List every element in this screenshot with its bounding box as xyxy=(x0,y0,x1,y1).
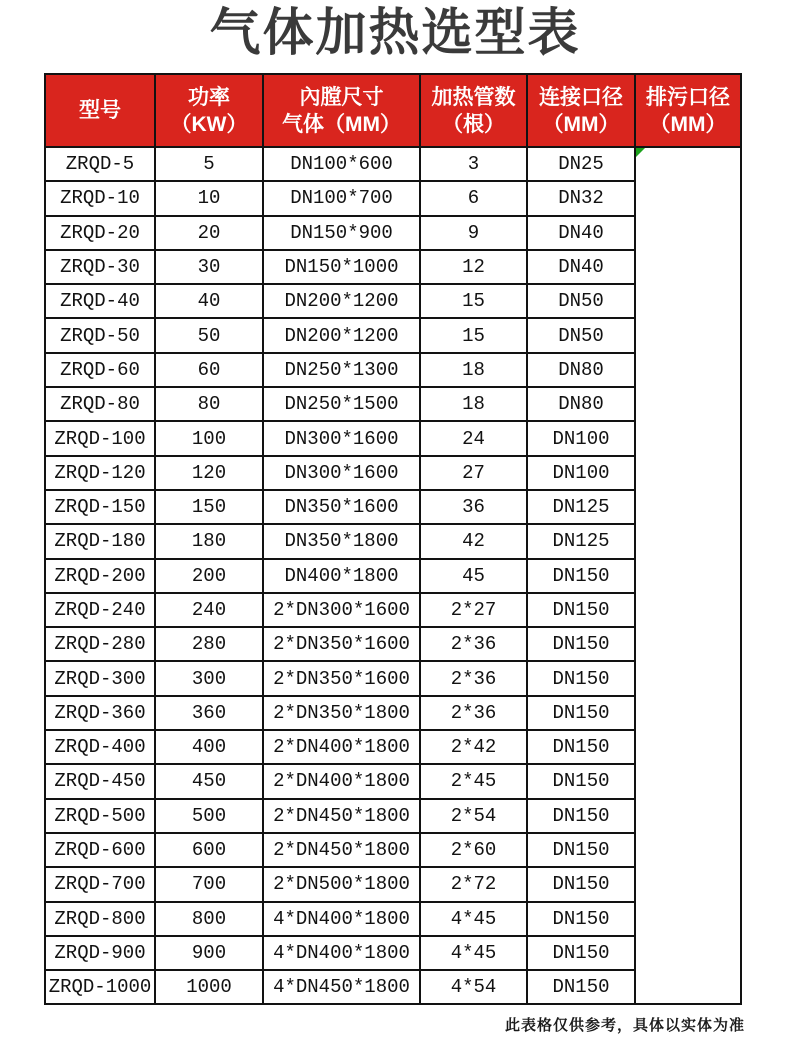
cell-model: ZRQD-500 xyxy=(45,799,155,833)
cell-model: ZRQD-700 xyxy=(45,867,155,901)
cell-size: DN150*1000 xyxy=(263,250,420,284)
cell-size: DN200*1200 xyxy=(263,284,420,318)
header-row xyxy=(45,74,741,147)
cell-tubes: 2*42 xyxy=(420,730,527,764)
cell-size: DN250*1500 xyxy=(263,387,420,421)
cell-size: 2*DN450*1800 xyxy=(263,833,420,867)
cell-tubes: 2*36 xyxy=(420,627,527,661)
column-header-line: 连接口径 xyxy=(539,85,623,109)
cell-size: 4*DN450*1800 xyxy=(263,970,420,1004)
column-header-line: 加热管数 xyxy=(431,85,516,109)
cell-tubes: 2*36 xyxy=(420,696,527,730)
cell-connection: DN100 xyxy=(527,421,635,455)
cell-size: DN100*600 xyxy=(263,147,420,181)
cell-power: 240 xyxy=(155,593,263,627)
cell-connection: DN50 xyxy=(527,318,635,352)
cell-tubes: 4*45 xyxy=(420,936,527,970)
cell-power: 700 xyxy=(155,867,263,901)
column-header-line: （MM） xyxy=(542,112,620,136)
cell-power: 80 xyxy=(155,387,263,421)
cell-connection: DN150 xyxy=(527,867,635,901)
cell-tubes: 2*54 xyxy=(420,799,527,833)
cell-tubes: 4*54 xyxy=(420,970,527,1004)
cell-size: 2*DN350*1600 xyxy=(263,661,420,695)
cell-tubes: 6 xyxy=(420,181,527,215)
column-header-model xyxy=(45,74,155,147)
cell-model: ZRQD-40 xyxy=(45,284,155,318)
cell-connection: DN150 xyxy=(527,559,635,593)
cell-tubes: 15 xyxy=(420,318,527,352)
cell-connection: DN150 xyxy=(527,764,635,798)
cell-model: ZRQD-20 xyxy=(45,216,155,250)
cell-size: DN150*900 xyxy=(263,216,420,250)
cell-connection: DN25 xyxy=(527,147,635,181)
cell-size: DN200*1200 xyxy=(263,318,420,352)
cell-model: ZRQD-120 xyxy=(45,456,155,490)
cell-size: 4*DN400*1800 xyxy=(263,902,420,936)
cell-size: DN250*1300 xyxy=(263,353,420,387)
cell-connection: DN150 xyxy=(527,696,635,730)
column-header-line: 功率 xyxy=(188,85,230,109)
table-body xyxy=(45,147,741,1004)
cell-tubes: 12 xyxy=(420,250,527,284)
cell-tubes: 2*36 xyxy=(420,661,527,695)
cell-power: 40 xyxy=(155,284,263,318)
cell-size: 2*DN500*1800 xyxy=(263,867,420,901)
cell-connection: DN80 xyxy=(527,387,635,421)
cell-power: 10 xyxy=(155,181,263,215)
cell-tubes: 18 xyxy=(420,353,527,387)
cell-connection: DN40 xyxy=(527,250,635,284)
cell-connection: DN150 xyxy=(527,661,635,695)
cell-power: 600 xyxy=(155,833,263,867)
cell-tubes: 24 xyxy=(420,421,527,455)
cell-connection: DN50 xyxy=(527,284,635,318)
cell-model: ZRQD-10 xyxy=(45,181,155,215)
cell-model: ZRQD-150 xyxy=(45,490,155,524)
cell-size: 2*DN350*1800 xyxy=(263,696,420,730)
table-header xyxy=(45,74,741,147)
green-corner-marker-icon xyxy=(636,148,645,157)
cell-power: 280 xyxy=(155,627,263,661)
column-header-power xyxy=(155,74,263,147)
column-header-drain xyxy=(635,74,741,147)
cell-model: ZRQD-1000 xyxy=(45,970,155,1004)
cell-power: 30 xyxy=(155,250,263,284)
column-header-connection xyxy=(527,74,635,147)
cell-size: DN400*1800 xyxy=(263,559,420,593)
cell-connection: DN100 xyxy=(527,456,635,490)
cell-model: ZRQD-200 xyxy=(45,559,155,593)
cell-power: 800 xyxy=(155,902,263,936)
column-header-tubes xyxy=(420,74,527,147)
column-header-line: （根） xyxy=(442,112,505,136)
cell-model: ZRQD-180 xyxy=(45,524,155,558)
cell-tubes: 27 xyxy=(420,456,527,490)
cell-power: 500 xyxy=(155,799,263,833)
cell-power: 60 xyxy=(155,353,263,387)
cell-model: ZRQD-400 xyxy=(45,730,155,764)
cell-model: ZRQD-800 xyxy=(45,902,155,936)
cell-connection: DN150 xyxy=(527,799,635,833)
cell-power: 400 xyxy=(155,730,263,764)
column-header-line: 气体（MM） xyxy=(282,112,401,136)
column-header-line: 排污口径 xyxy=(646,85,730,109)
cell-tubes: 2*27 xyxy=(420,593,527,627)
cell-tubes: 2*60 xyxy=(420,833,527,867)
cell-tubes: 3 xyxy=(420,147,527,181)
cell-model: ZRQD-50 xyxy=(45,318,155,352)
cell-tubes: 36 xyxy=(420,490,527,524)
cell-power: 450 xyxy=(155,764,263,798)
cell-power: 120 xyxy=(155,456,263,490)
cell-tubes: 2*72 xyxy=(420,867,527,901)
cell-size: DN300*1600 xyxy=(263,421,420,455)
cell-connection: DN150 xyxy=(527,970,635,1004)
cell-connection: DN125 xyxy=(527,524,635,558)
cell-model: ZRQD-300 xyxy=(45,661,155,695)
cell-connection: DN150 xyxy=(527,627,635,661)
cell-size: 2*DN300*1600 xyxy=(263,593,420,627)
cell-size: 2*DN400*1800 xyxy=(263,764,420,798)
cell-power: 20 xyxy=(155,216,263,250)
cell-connection: DN32 xyxy=(527,181,635,215)
cell-connection: DN40 xyxy=(527,216,635,250)
cell-power: 100 xyxy=(155,421,263,455)
cell-model: ZRQD-900 xyxy=(45,936,155,970)
cell-connection: DN125 xyxy=(527,490,635,524)
cell-connection: DN150 xyxy=(527,902,635,936)
cell-model: ZRQD-280 xyxy=(45,627,155,661)
cell-tubes: 4*45 xyxy=(420,902,527,936)
cell-tubes: 9 xyxy=(420,216,527,250)
cell-tubes: 18 xyxy=(420,387,527,421)
cell-size: DN350*1600 xyxy=(263,490,420,524)
column-header-line: 型号 xyxy=(79,99,121,122)
cell-model: ZRQD-30 xyxy=(45,250,155,284)
cell-tubes: 45 xyxy=(420,559,527,593)
cell-connection: DN150 xyxy=(527,593,635,627)
cell-model: ZRQD-100 xyxy=(45,421,155,455)
cell-model: ZRQD-60 xyxy=(45,353,155,387)
cell-tubes: 2*45 xyxy=(420,764,527,798)
cell-model: ZRQD-450 xyxy=(45,764,155,798)
cell-connection: DN80 xyxy=(527,353,635,387)
cell-power: 180 xyxy=(155,524,263,558)
cell-power: 200 xyxy=(155,559,263,593)
page-title: 气体加热选型表 xyxy=(209,4,581,61)
column-header-size xyxy=(263,74,420,147)
cell-power: 150 xyxy=(155,490,263,524)
cell-drain-merged xyxy=(635,147,741,1004)
cell-tubes: 42 xyxy=(420,524,527,558)
cell-power: 900 xyxy=(155,936,263,970)
cell-power: 1000 xyxy=(155,970,263,1004)
cell-power: 300 xyxy=(155,661,263,695)
cell-model: ZRQD-80 xyxy=(45,387,155,421)
cell-connection: DN150 xyxy=(527,730,635,764)
cell-model: ZRQD-600 xyxy=(45,833,155,867)
cell-power: 50 xyxy=(155,318,263,352)
cell-size: 4*DN400*1800 xyxy=(263,936,420,970)
column-header-line: （MM） xyxy=(649,112,727,136)
cell-power: 5 xyxy=(155,147,263,181)
cell-size: 2*DN400*1800 xyxy=(263,730,420,764)
cell-tubes: 15 xyxy=(420,284,527,318)
cell-model: ZRQD-240 xyxy=(45,593,155,627)
cell-power: 360 xyxy=(155,696,263,730)
column-header-line: （KW） xyxy=(170,112,248,136)
footnote: 此表格仅供参考，具体以实体为准 xyxy=(504,1018,745,1034)
spec-table xyxy=(44,73,742,1005)
cell-size: 2*DN450*1800 xyxy=(263,799,420,833)
cell-connection: DN150 xyxy=(527,936,635,970)
cell-size: DN300*1600 xyxy=(263,456,420,490)
cell-size: DN100*700 xyxy=(263,181,420,215)
cell-size: DN350*1800 xyxy=(263,524,420,558)
cell-model: ZRQD-360 xyxy=(45,696,155,730)
cell-connection: DN150 xyxy=(527,833,635,867)
column-header-line: 內膛尺寸 xyxy=(299,85,384,109)
cell-model: ZRQD-5 xyxy=(45,147,155,181)
cell-size: 2*DN350*1600 xyxy=(263,627,420,661)
table-row xyxy=(45,147,741,181)
